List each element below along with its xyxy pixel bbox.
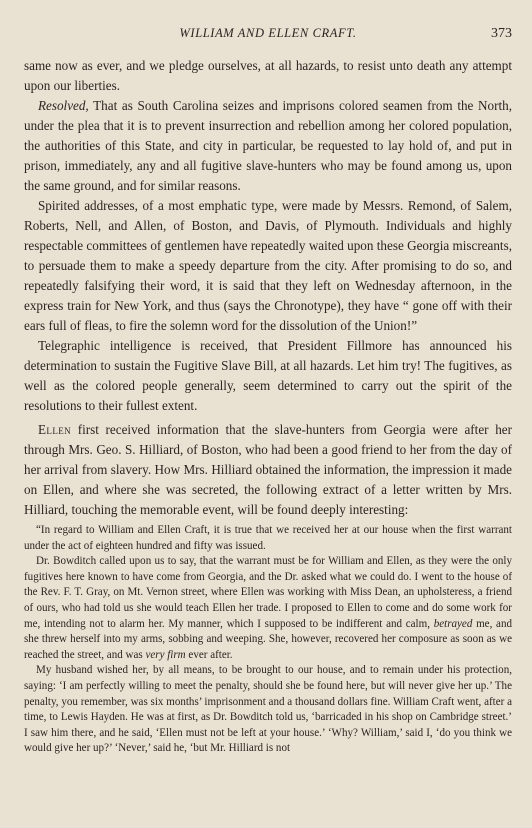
extract-paragraph: My husband wished her, by all means, to be brought to our house, and to remain under his protection, saying: ‘I am perfectly willing to meet the penalty, should she be found here, but will never give her up.’ The penalty, you remember, was six months’ imprisonment and a thousand dollars fine. William Craft went, after a time, to Lewis Hayden. He was at first, as Dr. Bowditch told us, ‘barricaded in his shop on Cambridge street.’ I saw him there, and he said, ‘Ellen must not be left at your house.’ ‘Why? William,’ said I, ‘do you think we would give her up?’ ‘Never,’ said he, ‘but Mr. Hilliard is not xyxy=(24,664,512,755)
resolved-lead: Resolved, xyxy=(38,98,89,113)
ellen-text: first received information that the slave-hunters from Georgia were after her through Mrs. Geo. S. Hilliard, of Boston, who had been a good friend to her from the day of her arrival from slavery. How Mrs. Hilliard obtained the information, the impression it made on Ellen, and where she was secreted, the following extract of a letter written by Mrs. Hilliard, touching the memorable event, will be found deeply interesting: xyxy=(24,422,512,517)
main-text xyxy=(24,56,512,520)
extract-text: ever after. xyxy=(185,648,233,661)
extract-text: Dr. Bowditch called upon us to say, that the warrant must be for William and Ellen, as they were the only fugitives here known to have come from Georgia, and the Dr. asked what we could do. I went to the house of the Rev. F. T. Gray, on Mt. Vernon street, where Ellen was working with Miss Dean, an upholsteress, a friend of ours, who had told us she would teach Ellen her trade. I proposed to Ellen to come and do some work for me, intending not to alarm her. My manner, which I supposed to be indifferent and calm, xyxy=(24,555,512,630)
running-title: WILLIAM AND ELLEN CRAFT. xyxy=(179,26,357,40)
paragraph-ellen xyxy=(24,420,512,520)
letter-extract xyxy=(24,523,512,757)
extract-emphasis: betrayed xyxy=(433,617,473,630)
extract-paragraph: “In regard to William and Ellen Craft, it is true that we received her at our house when the first warrant under the act of eighteen hundred and fifty was issued. xyxy=(24,524,512,552)
extract-paragraph xyxy=(24,554,512,663)
paragraph-continuation: same now as ever, and we pledge ourselves, at all hazards, to resist unto death any attempt upon our liberties. xyxy=(24,58,512,93)
extract-emphasis: very firm xyxy=(145,648,186,661)
ellen-lead: Ellen xyxy=(38,422,72,437)
paragraph-telegraphic: Telegraphic intelligence is received, that President Fillmore has announced his determination to sustain the Fugitive Slave Bill, at all hazards. Let him try! The fugitives, as well as the colored people generally, seem determined to carry out the spirit of the resolutions to their fullest extent. xyxy=(24,338,512,413)
page-number: 373 xyxy=(491,26,512,41)
paragraph-resolution xyxy=(24,96,512,196)
paragraph-addresses: Spirited addresses, of a most emphatic type, were made by Messrs. Remond, of Salem, Roberts, Nell, and Allen, of Boston, and Davis, of Plymouth. Individuals and highly respectable committees of gentlemen have repeatedly waited upon these Georgia miscreants, to persuade them to make a speedy departure from the city. After promising to do so, and repeatedly falsifying their word, it is said that they left on Wednesday afternoon, in the express train for New York, and thus (says the Chronotype), they have “ gone off with their ears full of fleas, to fire the solemn word for the dissolution of the Union!” xyxy=(24,198,512,333)
resolution-text: That as South Carolina seizes and imprisons colored seamen from the North, under the plea that it is to prevent insurrection and rebellion among her colored population, the authorities of this State, and city in particular, be requested to lay hold of, and put in prison, immediately, any and all fugitive slave-hunters who may be found among us, upon the same ground, and for similar reasons. xyxy=(24,98,512,193)
extract-text: me, and she threw herself into my arms, sobbing and weeping. She, however, recovered her composure as soon as we reached the street, and was xyxy=(24,617,512,661)
page-header xyxy=(24,26,512,52)
